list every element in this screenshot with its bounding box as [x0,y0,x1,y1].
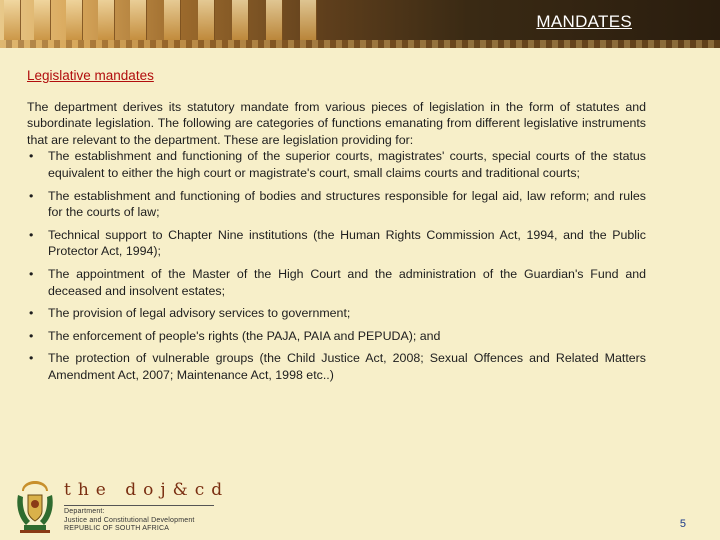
coat-of-arms-icon [10,477,60,535]
page-number: 5 [679,518,686,530]
department-name [64,508,195,534]
section-heading: Legislative mandates [27,68,154,83]
list-item: • The provision of legal advisory services to government; [27,305,646,322]
list-item: • The appointment of the Master of the High Court and the administration of the Guardian's Fund and deceased and insolvent estates; [27,266,646,299]
header-banner [0,0,720,48]
list-item: • The protection of vulnerable groups (the Child Justice Act, 2008; Sexual Offences and Related Matters Amendment Act, 2007; Maintenance Act, 1998 etc..) [27,350,646,383]
dept-line-3: REPUBLIC OF SOUTH AFRICA [64,525,170,532]
intro-paragraph: The department derives its statutory mandate from various pieces of legislation in the form of statutes and subordinate legislation. The following are categories of functions emanating from different legislative instruments that are relevant to the department. These are legislation providing for: [27,99,646,147]
header-ridge-decoration [0,40,720,48]
list-item: • The enforcement of people's rights (the PAJA, PAIA and PEPUDA); and [27,328,646,345]
dept-line-1: Department: [64,508,105,515]
list-item: • The establishment and functioning of the superior courts, magistrates' courts, special courts of the status equivalent to either the high court or magistrate's court, small claims courts and traditional courts; [27,148,646,181]
mandate-list [27,148,646,383]
footer-divider [64,505,214,506]
list-item: • Technical support to Chapter Nine institutions (the Human Rights Commission Act, 1994, and the Public Protector Act, 1994); [27,227,646,260]
brand-wordmark: the doj&cd [64,480,230,500]
dept-line-2: Justice and Constitutional Development [64,516,195,524]
list-item: • The establishment and functioning of bodies and structures responsible for legal aid, law reform; and rules for the courts of law; [27,188,646,221]
page-title: MANDATES [536,12,632,31]
main-content [27,68,646,390]
